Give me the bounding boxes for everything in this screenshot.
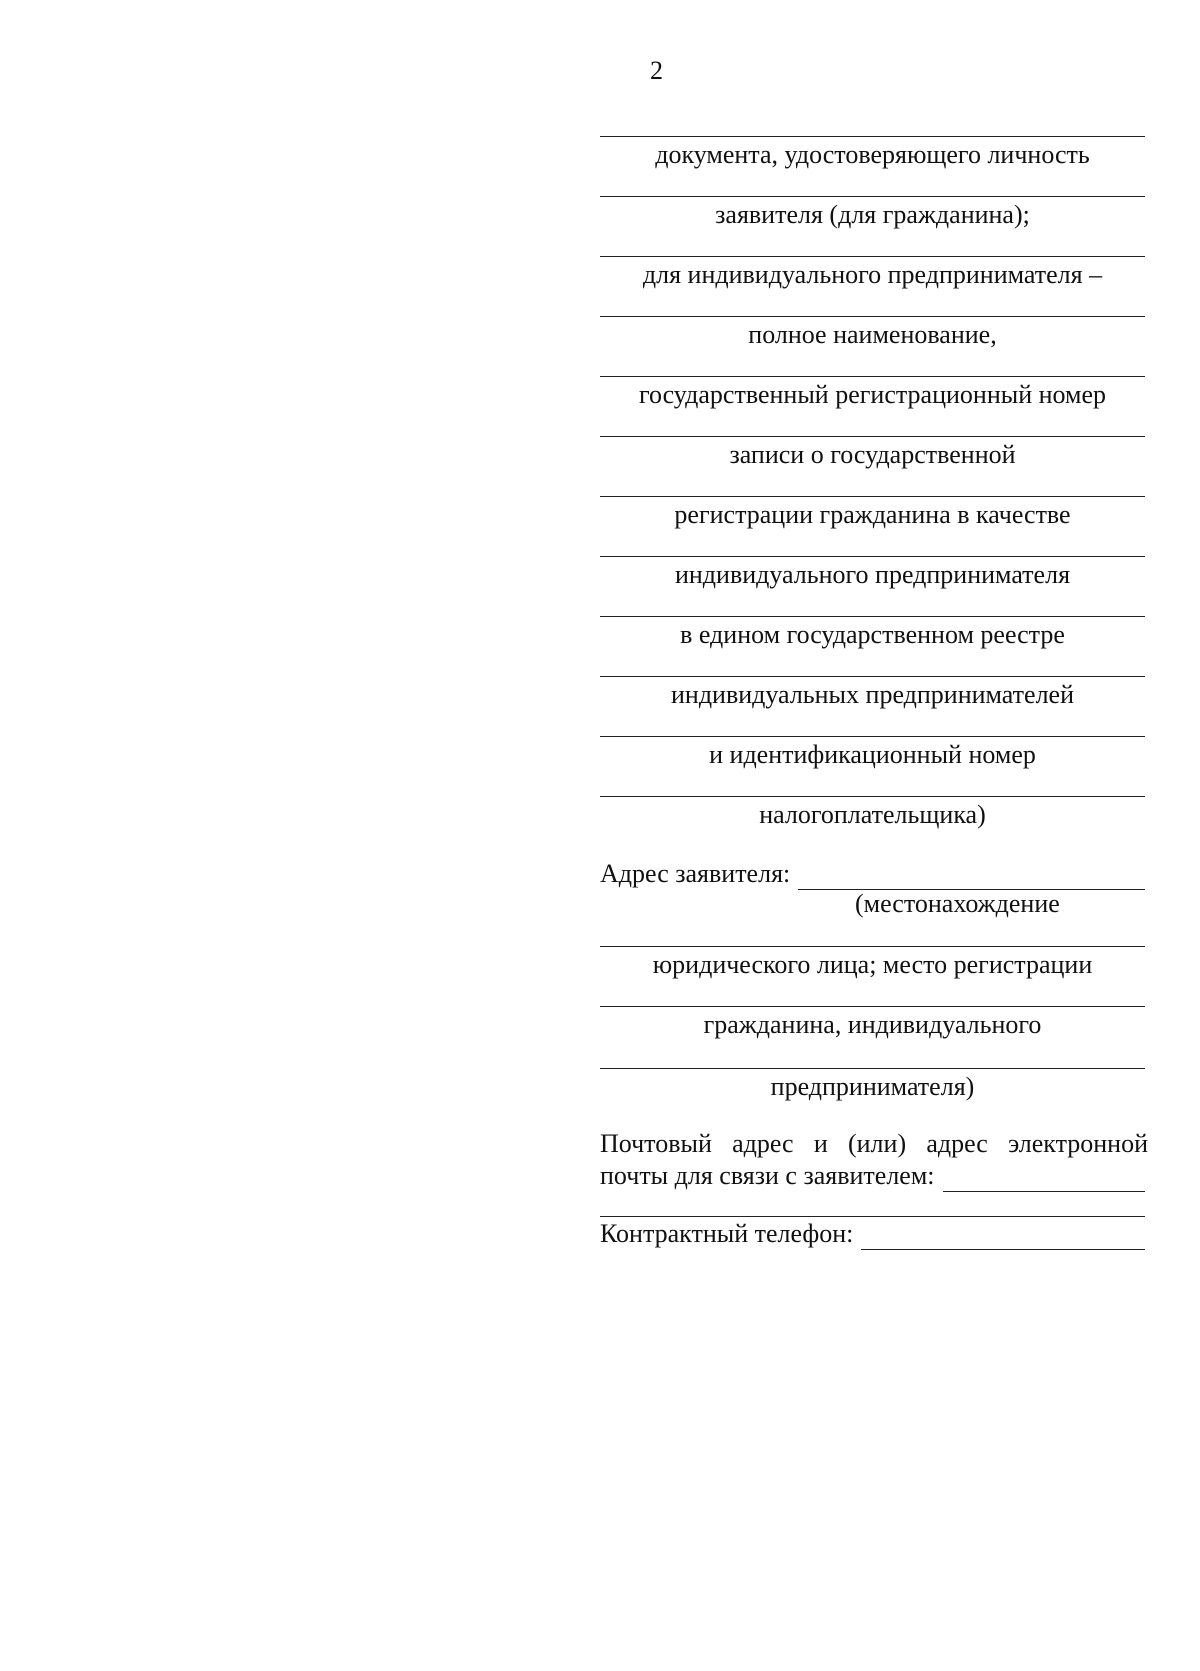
field-caption: государственный регистрационный номер (638, 380, 1107, 409)
address-blank[interactable] (798, 865, 1145, 890)
postal-address-label: Почтовый адрес и (или) адрес электронной (600, 1129, 1148, 1158)
blank-line[interactable] (600, 946, 1145, 947)
blank-line[interactable] (600, 616, 1145, 617)
field-caption: для индивидуального предпринимателя – (642, 260, 1103, 289)
field-caption: юридического лица; место регистрации (652, 950, 1093, 979)
blank-line[interactable] (600, 1006, 1145, 1007)
address-field[interactable] (600, 858, 1145, 890)
blank-line[interactable] (600, 136, 1145, 137)
field-caption: записи о государственной (729, 440, 1016, 469)
address-sub-caption: (местонахождение (855, 889, 1060, 918)
field-caption: налогоплательщика) (759, 800, 986, 829)
address-label: Адрес заявителя: (600, 859, 791, 888)
blank-line[interactable] (600, 556, 1145, 557)
blank-line[interactable] (600, 376, 1145, 377)
field-caption: предпринимателя) (770, 1072, 975, 1101)
blank-line[interactable] (600, 196, 1145, 197)
blank-line[interactable] (600, 1068, 1145, 1069)
blank-line[interactable] (600, 436, 1145, 437)
blank-line[interactable] (600, 1216, 1145, 1217)
blank-line[interactable] (600, 256, 1145, 257)
field-caption: индивидуального предпринимателя (674, 560, 1071, 589)
page-number: 2 (650, 56, 663, 85)
blank-line[interactable] (600, 676, 1145, 677)
phone-blank[interactable] (861, 1225, 1145, 1250)
field-caption: индивидуальных предпринимателей (671, 680, 1074, 709)
blank-line[interactable] (600, 796, 1145, 797)
field-caption: полное наименование, (748, 320, 997, 349)
blank-line[interactable] (600, 316, 1145, 317)
field-caption: гражданина, индивидуального (703, 1010, 1042, 1039)
postal-address-blank[interactable] (943, 1167, 1145, 1192)
phone-label: Контрактный телефон: (600, 1219, 854, 1248)
field-caption: заявителя (для гражданина); (715, 200, 1030, 229)
phone-field[interactable] (600, 1218, 1145, 1250)
blank-line[interactable] (600, 496, 1145, 497)
field-caption: документа, удостоверяющего личность (655, 140, 1090, 169)
field-caption: регистрации гражданина в качестве (674, 500, 1071, 529)
blank-line[interactable] (600, 736, 1145, 737)
field-caption: в едином государственном реестре (680, 620, 1065, 649)
postal-address-field[interactable] (600, 1160, 1145, 1192)
postal-address-label-2: почты для связи с заявителем: (600, 1161, 935, 1190)
field-caption: и идентификационный номер (709, 740, 1036, 769)
